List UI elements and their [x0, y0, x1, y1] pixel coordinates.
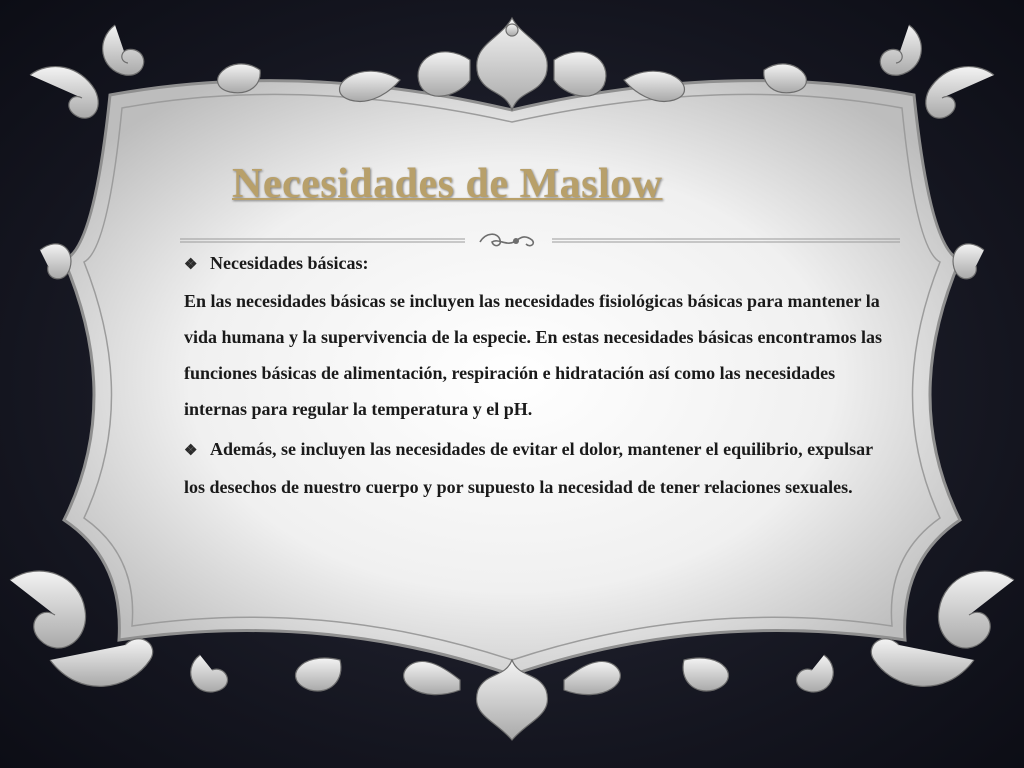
bullet-item — [184, 245, 884, 283]
diamond-bullet-icon: ❖ — [184, 257, 198, 273]
slide-body — [184, 245, 884, 505]
bullet-paragraph: En las necesidades básicas se incluyen las necesidades fisiológicas básicas para mantener la vida humana y la supervivencia de la especie. En estas necesidades básicas encontramos las funciones básicas de alimentación, respiración e hidratación así como las necesidades internas para regular la temperatura y el pH. — [184, 291, 883, 419]
diamond-bullet-icon: ❖ — [184, 443, 198, 459]
bullet-paragraph: Además, se incluyen las necesidades de evitar el dolor, mantener el equilibrio, expulsar los desechos de nuestro cuerpo y por supuesto la necesidad de tener relaciones sexuales. — [184, 439, 873, 497]
bottom-ornament-icon — [191, 655, 834, 740]
bullet-heading: Necesidades básicas: — [210, 253, 369, 273]
slide-title: Necesidades de Maslow — [232, 161, 663, 207]
bullet-item — [184, 431, 884, 505]
